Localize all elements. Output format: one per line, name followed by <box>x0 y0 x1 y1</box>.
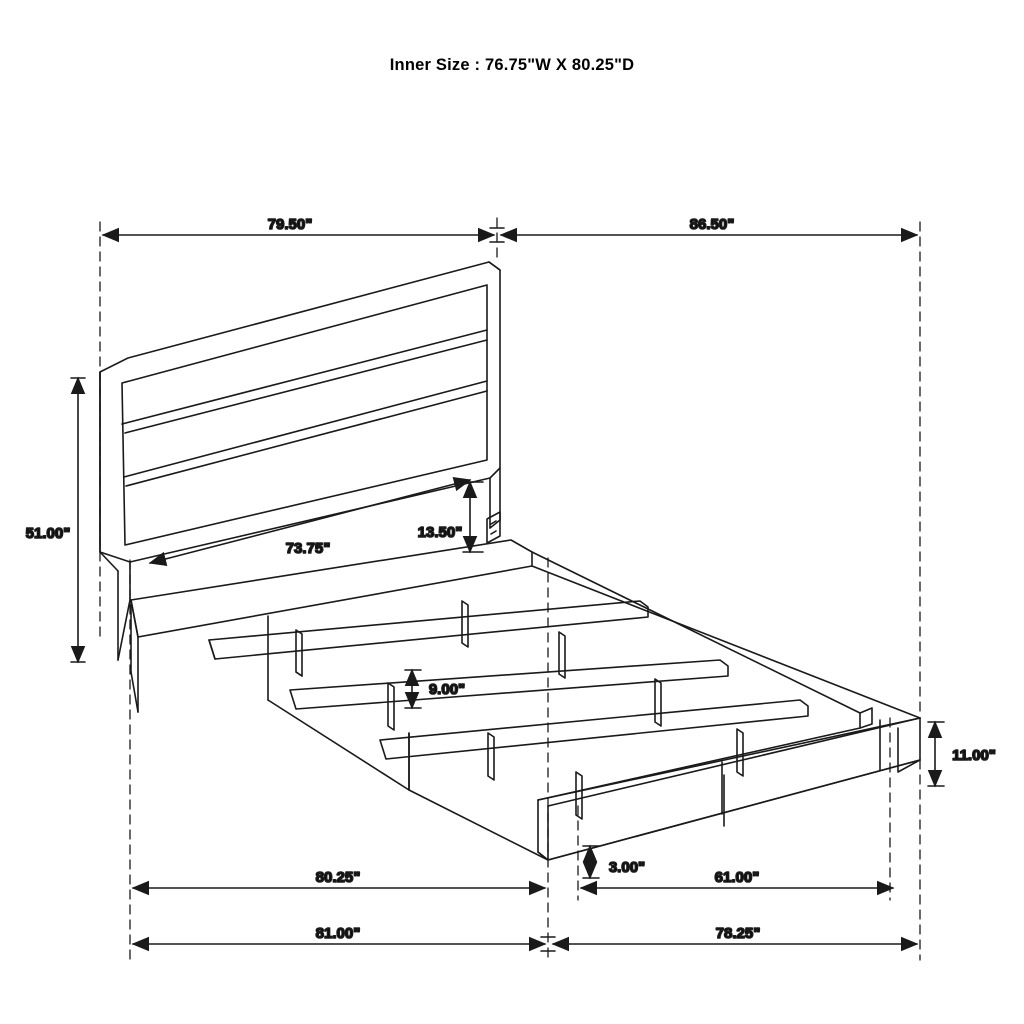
dimension-3-00 <box>583 846 645 878</box>
bed-rails-and-frame <box>131 468 920 860</box>
dimension-78-25 <box>553 925 917 944</box>
dimension-11-00 <box>928 722 996 786</box>
dim-label-11-00: 11.00" <box>952 747 996 764</box>
dim-label-3-00: 3.00" <box>608 859 646 876</box>
dimension-81-00 <box>133 925 555 951</box>
bed-headboard <box>100 262 500 660</box>
dimension-9-00 <box>405 670 465 708</box>
dim-label-78-25: 78.25" <box>715 925 761 942</box>
dim-label-79-50: 79.50" <box>267 216 313 233</box>
dim-label-73-75: 73.75" <box>285 540 331 557</box>
support-legs <box>296 601 743 819</box>
dim-label-86-50: 86.50" <box>689 216 735 233</box>
extension-lines <box>100 218 920 960</box>
dim-label-81-00: 81.00" <box>315 925 361 942</box>
dimension-headboard-width <box>150 480 470 563</box>
dim-label-80-25: 80.25" <box>315 869 361 886</box>
page-title: Inner Size : 76.75"W X 80.25"D <box>389 56 635 74</box>
dim-label-51-00: 51.00" <box>25 525 71 542</box>
dimension-top-left <box>103 216 504 242</box>
dim-label-9-00: 9.00" <box>428 681 466 698</box>
dimension-left-height <box>26 378 85 662</box>
dim-label-13-50: 13.50" <box>417 524 463 541</box>
dim-label-61-00: 61.00" <box>714 869 760 886</box>
dimension-top-right <box>501 216 917 235</box>
dimension-80-25 <box>133 869 545 888</box>
